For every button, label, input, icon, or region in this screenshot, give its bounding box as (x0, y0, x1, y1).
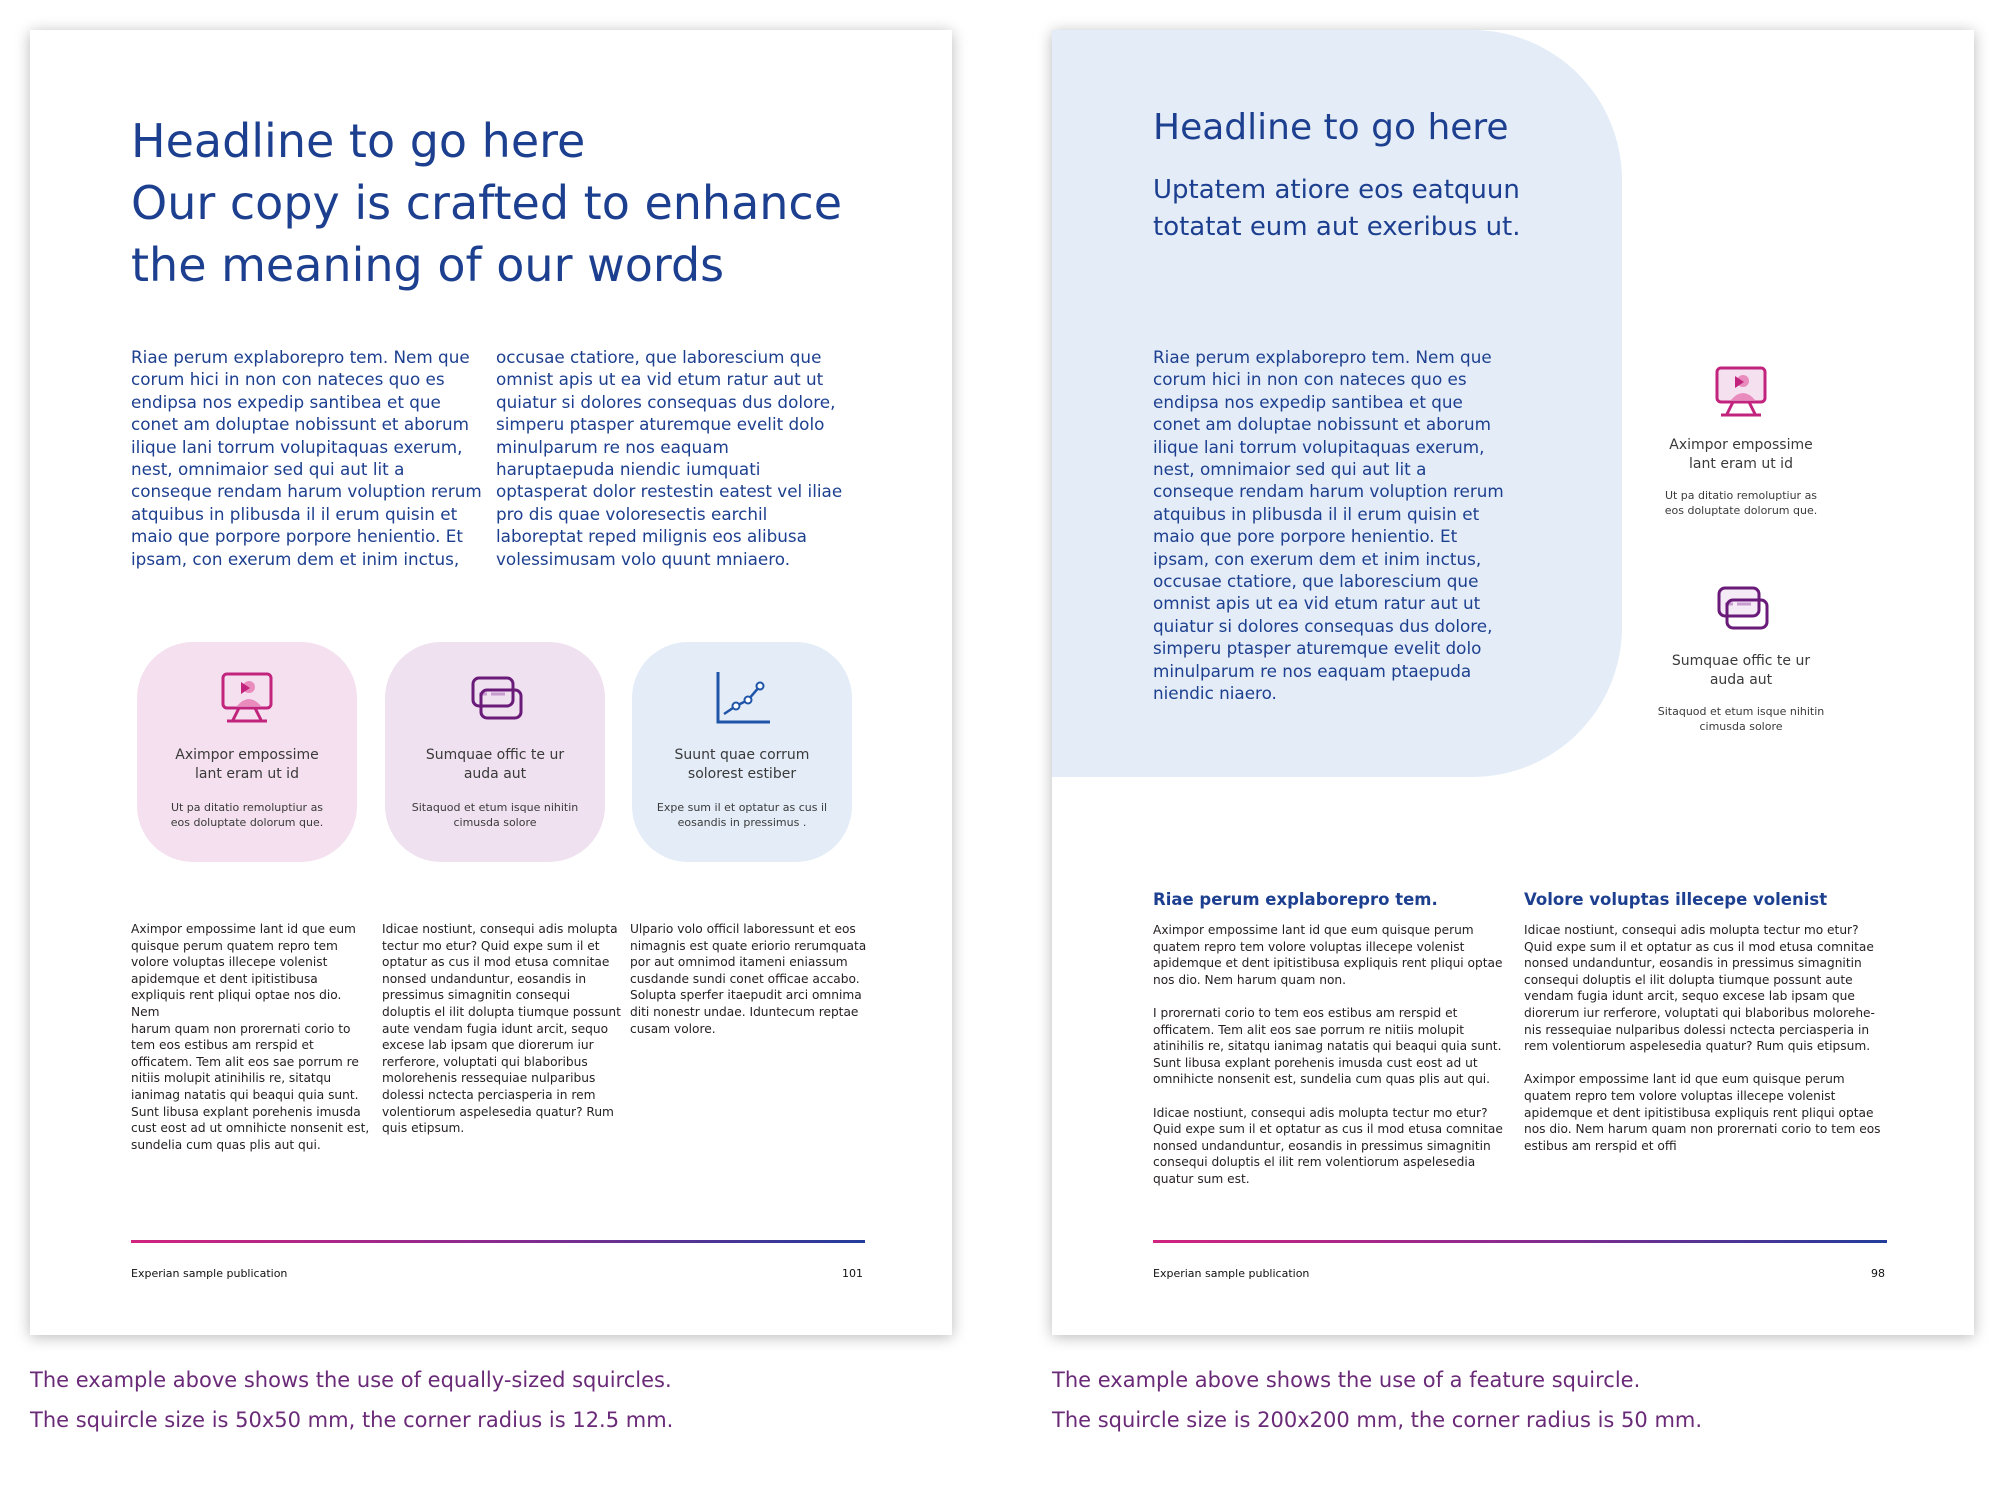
title-line: Aximpor empossime (175, 747, 319, 763)
column-heading-right: Volore voluptas illecepe volenist (1524, 890, 1828, 909)
text-line: ipsam, con exerum dem et inim inctus, (131, 548, 460, 569)
desc-line: cimusda solore (1699, 720, 1783, 733)
text-line: atquibus in plibusda il il erum quisin et (1153, 503, 1480, 524)
text-line: Ulpario volo officil laboressunt et eos (630, 922, 856, 936)
feature-title (1626, 436, 1856, 474)
text-line: corum hici in non con nateces quo es (131, 369, 445, 390)
text-line: tem eos estibus am rerspid et (131, 1038, 314, 1053)
text-line: pressimus simagnitin consequi (382, 988, 571, 1003)
title-line: auda aut (463, 766, 527, 782)
card-description (399, 800, 591, 830)
text-line: Quid expe sum il et optatur as cus il mod etusa comnitae (1153, 1122, 1503, 1137)
body-column-1 (131, 346, 491, 570)
text-line: conet am doluptae nobissunt et aborum (1153, 414, 1491, 435)
text-line: maio que pore porpore henientio. Et (1153, 526, 1458, 547)
text-line: apidemque et dent ipitistibusa expliquis rent pliqui optae (1524, 1105, 1874, 1120)
text-line: Idicae nostiunt, consequi adis molupta tectur mo etur? (1153, 1105, 1488, 1120)
feature-description (1626, 488, 1856, 518)
caption-right (1052, 1360, 1702, 1440)
feature-item-1 (1626, 362, 1856, 518)
text-line: por aut omnimod itameni eniassum (630, 955, 848, 970)
squircle-card-3 (632, 642, 852, 862)
headline-line: the meaning of our words (131, 238, 725, 292)
text-line: molorehenis ressequiae nulparibus (382, 1071, 596, 1086)
text-line: nis ressequiae nulparibus dolessi nctecta perciasperia in (1524, 1022, 1870, 1037)
chart-line-icon (632, 668, 852, 728)
title-line: Sumquae offic te ur (1671, 653, 1811, 669)
text-line: aute vendam fugia idunt arcit, sequo (382, 1021, 609, 1036)
text-line: corum hici in non con nateces quo es (1153, 369, 1467, 390)
text-line: simperu ptasper aturemque evelit dolo (496, 414, 825, 435)
text-line: doluptis el ilit dolupta tiumque possunt (382, 1004, 621, 1019)
text-line: Idicae nostiunt, consequi adis molupta (382, 922, 618, 936)
text-line: cusdande sundi conet officae accabo. (630, 971, 860, 986)
text-line: atquibus in plibusda il il erum quisin et (131, 503, 458, 524)
title-line: auda aut (1709, 672, 1773, 688)
text-line: consequi doluptis el ilit dolupta tiumque possunt aute (1524, 972, 1853, 987)
footer-label: Experian sample publication (1153, 1267, 1310, 1280)
page-subhead (1153, 172, 1521, 246)
text-line: nonsed undanduntur, eosandis in pressimus simagnitin (1153, 1138, 1491, 1153)
text-column-left (1153, 922, 1513, 1204)
desc-line: Sitaquod et etum isque nihitin (411, 801, 579, 814)
headline-line: Headline to go here (131, 114, 586, 168)
text-line: sundelia cum quas plis aut qui. (131, 1137, 321, 1152)
text-line: I prorernati corio to tem eos estibus am rerspid et (1153, 1005, 1458, 1020)
text-line: dolessi nctecta perciasperia in rem (382, 1087, 596, 1102)
text-column-right (1524, 922, 1904, 1171)
title-line: Suunt quae corrum (674, 747, 810, 763)
text-line: omnist apis ut ea vid etum ratur aut ut (1153, 593, 1481, 614)
card-title (147, 746, 347, 784)
feature-item-2 (1626, 578, 1856, 734)
text-line: ilique lani torrum volupitaquas exerum, (1153, 436, 1485, 457)
text-line: nonsed undanduntur, eosandis in pressimus simagnitin (1524, 956, 1862, 971)
caption-line: The squircle size is 50x50 mm, the corner radius is 12.5 mm. (30, 1408, 674, 1432)
desc-line: Sitaquod et etum isque nihitin (1657, 705, 1825, 718)
text-line: nos dio. Nem harum quam non prorernati corio to tem eos (1524, 1122, 1881, 1137)
body-column-2 (496, 346, 876, 570)
text-line: minulparum re nos eaquam ptaepuda (1153, 660, 1472, 681)
paragraph (1153, 922, 1513, 988)
card-title (395, 746, 595, 784)
text-line: Riae perum explaborepro tem. Nem que (131, 347, 470, 367)
text-line: nimagnis est quate eriorio rerumquata (630, 938, 867, 953)
headline-line: Our copy is crafted to enhance (131, 176, 843, 230)
text-line: quatem repro tem volore voluptas illecepe volenist (1524, 1088, 1836, 1103)
card-description (151, 800, 343, 830)
text-line: occusae ctatiore, que laborescium que (496, 347, 822, 367)
paragraph (1153, 1105, 1513, 1188)
feature-title (1626, 652, 1856, 690)
text-line: quiatur si dolores consequas dus dolore, (1153, 615, 1493, 636)
text-line: vendam fugia idunt arcit, sequo excese lab ipsam que (1524, 989, 1855, 1004)
text-line: apidemque et dent ipitistibusa (131, 971, 318, 986)
text-line: nos dio. Nem harum quam non. (1153, 972, 1347, 987)
text-line: ianimag natatis qui beaqui quia sunt. (131, 1087, 359, 1102)
small-column-3 (630, 921, 875, 1037)
card-description (646, 800, 838, 830)
text-line: expliquis rent pliqui optae nos dio. Nem (131, 988, 342, 1019)
footer-gradient-rule (1153, 1240, 1887, 1243)
text-line: nest, omnimaior sed qui aut lit a (1153, 459, 1427, 480)
text-line: quisque perum quatem repro tem (131, 938, 338, 953)
small-column-1 (131, 921, 371, 1153)
column-heading-left: Riae perum explaborepro tem. (1153, 890, 1438, 909)
feature-description (1626, 704, 1856, 734)
text-line: volore voluptas illecepe volenist (131, 955, 328, 970)
text-line: diorerum iur rerferore, voluptati qui blaboribus molorehe- (1524, 1005, 1875, 1020)
small-column-2 (382, 921, 622, 1137)
squircle-card-2 (385, 642, 605, 862)
text-line: pro dis quae voloresectis earchil (496, 503, 768, 524)
text-line: omnihicte nonsenit est, sundelia cum quas plis aut qui. (1153, 1072, 1491, 1087)
text-line: conseque rendam harum voluption rerum (131, 481, 482, 502)
paragraph (1524, 1071, 1904, 1154)
paragraph (1153, 1005, 1513, 1088)
card-title (642, 746, 842, 784)
desc-line: cimusda solore (453, 816, 537, 829)
footer-label: Experian sample publication (131, 1267, 288, 1280)
text-line: rem volentiorum aspelesedia quatur? Rum quis etipsum. (1524, 1039, 1871, 1054)
text-line: optatur as cus il mod etusa comnitae (382, 955, 610, 970)
text-line: quatem repro tem volore voluptas illecepe volenist (1153, 939, 1465, 954)
title-line: solorest estiber (687, 766, 797, 782)
page-right (1052, 30, 1974, 1335)
text-line: Riae perum explaborepro tem. Nem que (1153, 347, 1492, 367)
text-line: simperu ptasper aturemque evelit dolo (1153, 638, 1482, 659)
text-line: Idicae nostiunt, consequi adis molupta tectur mo etur? (1524, 923, 1859, 937)
desc-line: eos doluptate dolorum que. (170, 816, 324, 829)
subhead-line: Uptatem atiore eos eatquun (1153, 175, 1520, 205)
caption-left (30, 1360, 673, 1440)
text-line: optasperat dolor restestin eatest vel iliae (496, 481, 843, 502)
feature-body (1153, 346, 1553, 705)
subhead-line: totatat eum aut exeribus ut. (1153, 212, 1521, 242)
text-line: consequi doluptis el ilit rem volentiorum aspelesedia (1153, 1155, 1476, 1170)
caption-line: The example above shows the use of a feature squircle. (1052, 1368, 1641, 1392)
title-line: Sumquae offic te ur (425, 747, 565, 763)
page-headline: Headline to go here (1153, 107, 1509, 148)
text-line: Aximpor empossime lant id que eum (131, 922, 356, 936)
text-line: Sunt libusa explant porehenis imusda cust eost ad ut (1153, 1055, 1478, 1070)
desc-line: Ut pa ditatio remoluptiur as (1664, 489, 1818, 502)
text-line: volentiorum aspelesedia quatur? Rum (382, 1104, 614, 1119)
text-line: quiatur si dolores consequas dus dolore, (496, 391, 836, 412)
title-line: Aximpor empossime (1669, 437, 1813, 453)
text-line: rerferore, voluptati qui blaboribus (382, 1054, 588, 1069)
text-line: Quid expe sum il et optatur as cus il mod etusa comnitae (1524, 939, 1874, 954)
paragraph (1524, 922, 1904, 1055)
text-line: nonsed undanduntur, eosandis in (382, 971, 587, 986)
text-line: officatem. Tem alit eos sae porrum re (131, 1054, 359, 1069)
text-line: niendic niaero. (1153, 683, 1277, 704)
text-line: endipsa nos expedip santibea et que (1153, 391, 1463, 412)
monitor-person-icon (1626, 362, 1856, 422)
text-line: Solupta sperfer itaepudit arci omnima (630, 988, 862, 1003)
text-line: conet am doluptae nobissunt et aborum (131, 414, 469, 435)
desc-line: eosandis in pressimus . (677, 816, 807, 829)
cards-icon (1626, 578, 1856, 638)
text-line: haruptaepuda niendic iumquati (496, 459, 761, 480)
title-line: lant eram ut id (195, 766, 299, 782)
text-line: Aximpor empossime lant id que eum quisque perum (1153, 923, 1474, 937)
text-line: officatem. Tem alit eos sae porrum re nitiis molupit (1153, 1022, 1464, 1037)
text-line: quatur sum est. (1153, 1171, 1250, 1186)
page-headline (131, 110, 891, 296)
squircle-card-1 (137, 642, 357, 862)
text-line: volessimusam volo quunt mniaero. (496, 548, 791, 569)
text-line: cust eost ad ut omnihicte nonsenit est, (131, 1121, 370, 1136)
text-line: apidemque et dent ipitistibusa expliquis rent pliqui optae (1153, 956, 1503, 971)
text-line: cusam volore. (630, 1021, 716, 1036)
text-line: tectur mo etur? Quid expe sum il et (382, 938, 600, 953)
text-line: diti nonestr undae. Iduntecum reptae (630, 1004, 859, 1019)
page-number: 101 (842, 1267, 863, 1280)
text-line: Aximpor empossime lant id que eum quisque perum (1524, 1072, 1845, 1087)
text-line: estibus am rerspid et offi (1524, 1138, 1677, 1153)
text-line: ilique lani torrum volupitaquas exerum, (131, 436, 463, 457)
text-line: conseque rendam harum voluption rerum (1153, 481, 1504, 502)
text-line: quis etipsum. (382, 1121, 465, 1136)
cards-icon (385, 668, 605, 728)
text-line: ipsam, con exerum dem et inim inctus, (1153, 548, 1482, 569)
text-line: nest, omnimaior sed qui aut lit a (131, 459, 405, 480)
caption-line: The squircle size is 200x200 mm, the corner radius is 50 mm. (1052, 1408, 1703, 1432)
text-line: omnist apis ut ea vid etum ratur aut ut (496, 369, 824, 390)
text-line: maio que porpore porpore henientio. Et (131, 526, 463, 547)
desc-line: Ut pa ditatio remoluptiur as (170, 801, 324, 814)
text-line: Sunt libusa explant porehenis imusda (131, 1104, 361, 1119)
title-line: lant eram ut id (1689, 456, 1793, 472)
text-line: laboreptat reped milignis eos alibusa (496, 526, 807, 547)
footer-gradient-rule (131, 1240, 865, 1243)
text-line: atinihilis re, sitatqu ianimag natatis qui beaqui quia sunt. (1153, 1039, 1502, 1054)
text-line: endipsa nos expedip santibea et que (131, 391, 441, 412)
caption-line: The example above shows the use of equally-sized squircles. (30, 1368, 672, 1392)
text-line: minulparum re nos eaquam (496, 436, 729, 457)
text-line: harum quam non prorernati corio to (131, 1021, 351, 1036)
desc-line: Expe sum il et optatur as cus il (656, 801, 828, 814)
text-line: excese lab ipsam que diorerum iur (382, 1038, 594, 1053)
page-left (30, 30, 952, 1335)
desc-line: eos doluptate dolorum que. (1664, 504, 1818, 517)
text-line: occusae ctatiore, que laborescium que (1153, 571, 1479, 592)
monitor-person-icon (137, 668, 357, 728)
text-line: nitiis molupit atinihilis re, sitatqu (131, 1071, 332, 1086)
page-number: 98 (1871, 1267, 1885, 1280)
